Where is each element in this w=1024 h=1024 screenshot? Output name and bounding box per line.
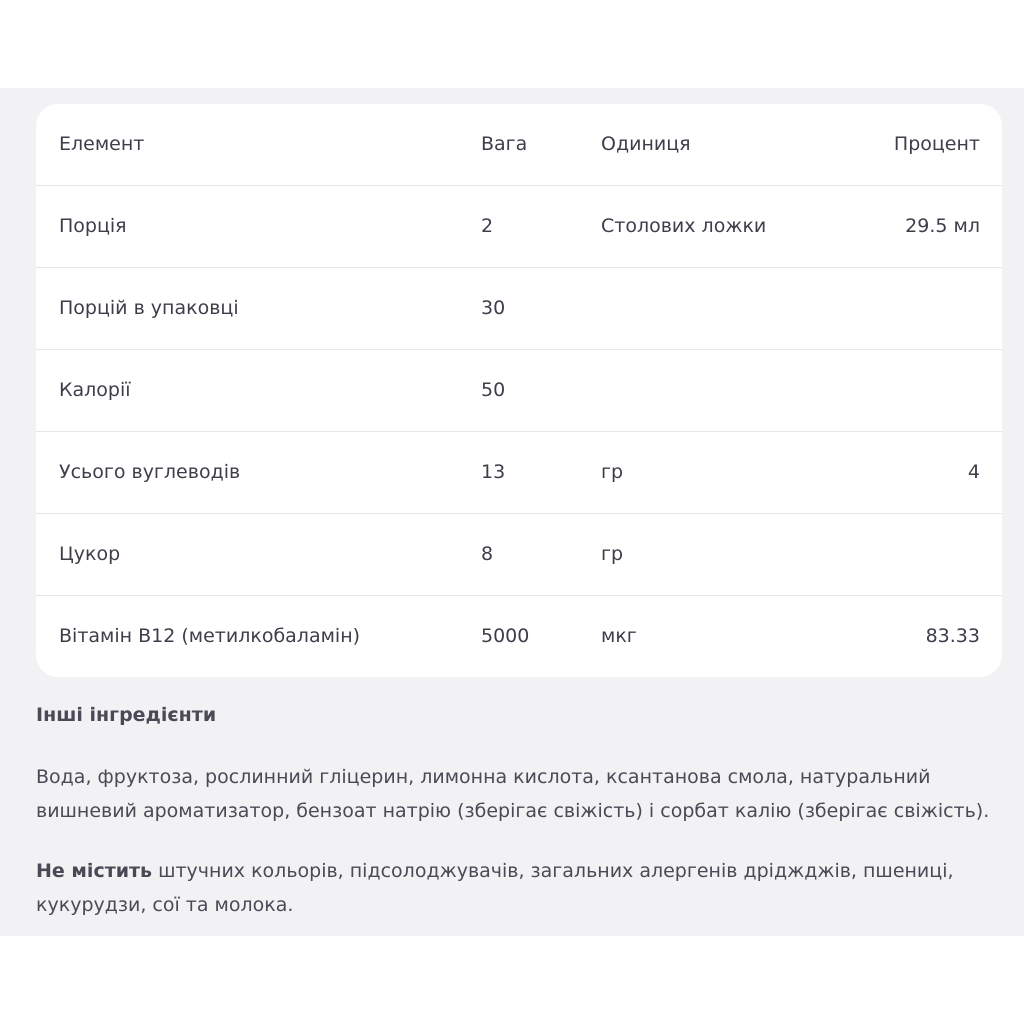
- content-panel: [0, 88, 1024, 936]
- cell-element: Порцій в упаковці: [59, 297, 239, 319]
- cell-element: Вітамін B12 (метилкобаламін): [59, 625, 361, 647]
- cell-weight: 2: [481, 215, 494, 237]
- header-unit: Одиниця: [601, 133, 691, 155]
- table-header-row: [36, 104, 1002, 186]
- cell-percent: 29.5 мл: [905, 215, 980, 237]
- cell-element: Порція: [59, 215, 127, 237]
- cell-percent: 4: [967, 461, 980, 483]
- table-row: [36, 268, 1002, 350]
- free-from-label: Не містить: [36, 860, 153, 882]
- ingredients-text: Вода, фруктоза, рослинний гліцерин, лимонна кислота, ксантанова смола, натуральний вишневий ароматизатор, бензоат натрію (зберігає свіжість) і сорбат калію (зберігає свіжість).: [36, 766, 990, 822]
- cell-unit: гр: [601, 543, 624, 565]
- cell-element: Усього вуглеводів: [59, 461, 241, 483]
- free-from-list: штучних кольорів, підсолоджувачів, загальних алергенів дріджджів, пшениці, кукурудзи, сої та молока.: [36, 860, 954, 916]
- table-row: [36, 186, 1002, 268]
- table-row: [36, 350, 1002, 432]
- table-row: [36, 432, 1002, 514]
- cell-percent: 83.33: [925, 625, 980, 647]
- cell-unit: гр: [601, 461, 624, 483]
- cell-weight: 5000: [481, 625, 530, 647]
- cell-weight: 30: [481, 297, 506, 319]
- cell-unit: Столових ложки: [601, 215, 767, 237]
- table-row: [36, 596, 1002, 677]
- cell-weight: 50: [481, 379, 506, 401]
- cell-element: Калорії: [59, 379, 131, 401]
- table-row: [36, 514, 1002, 596]
- header-element: Елемент: [59, 133, 145, 155]
- header-percent: Процент: [893, 133, 980, 155]
- cell-weight: 13: [481, 461, 506, 483]
- cell-unit: мкг: [601, 625, 637, 647]
- nutrition-table: [36, 104, 1002, 677]
- cell-weight: 8: [481, 543, 494, 565]
- free-from-text: [36, 854, 1002, 922]
- ingredients-heading: Інші інгредієнти: [36, 704, 217, 726]
- header-weight: Вага: [481, 133, 528, 155]
- cell-element: Цукор: [59, 543, 121, 565]
